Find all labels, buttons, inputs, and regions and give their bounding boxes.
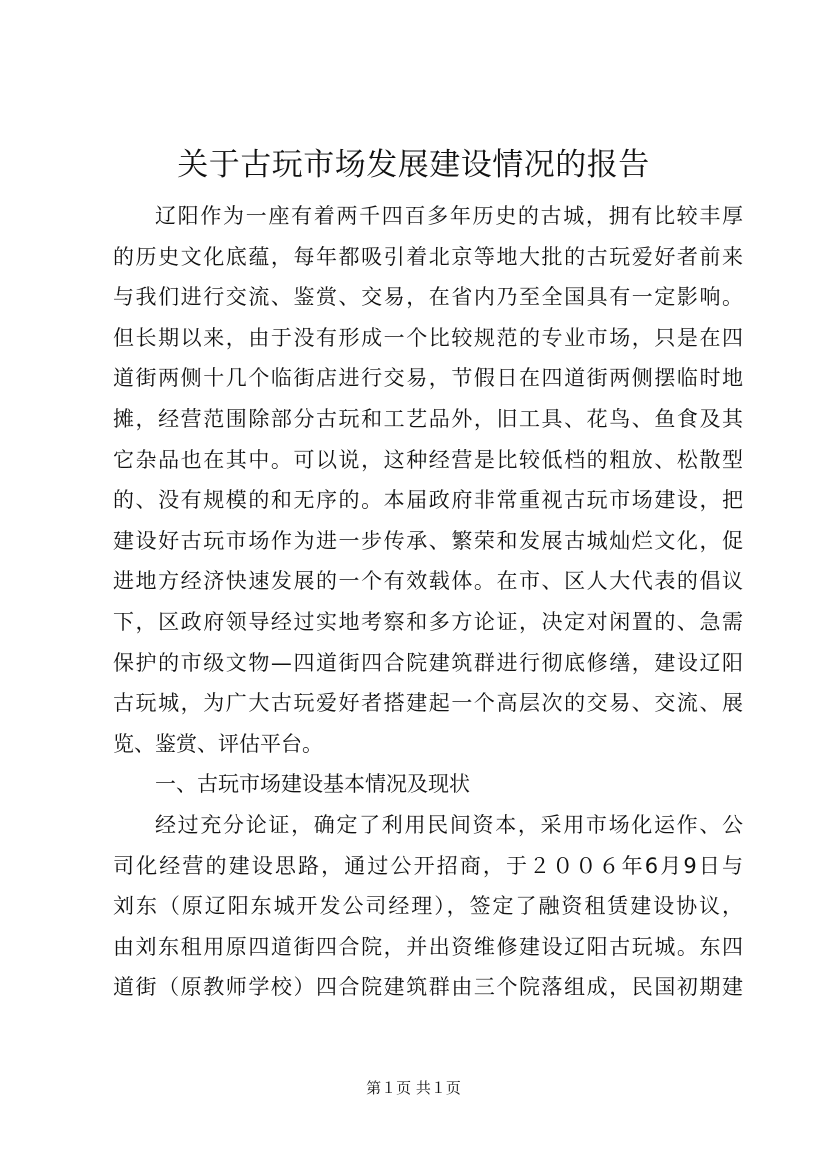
paragraph-line: 道街两侧十几个临街店进行交易，节假日在四道街两侧摆临时地 bbox=[113, 366, 743, 391]
document-title: 关于古玩市场发展建设情况的报告 bbox=[177, 147, 650, 183]
paragraph-line: 刘东（原辽阳东城开发公司经理），签定了融资租赁建设协议， bbox=[113, 894, 743, 919]
paragraph-line: 览、鉴赏、评估平台。 bbox=[113, 731, 323, 756]
paragraph-line: 的历史文化底蕴，每年都吸引着北京等地大批的古玩爱好者前来 bbox=[113, 244, 743, 269]
paragraph-line: 由刘东租用原四道街四合院，并出资维修建设辽阳古玩城。东四 bbox=[113, 934, 743, 959]
paragraph-line: 下，区政府领导经过实地考察和多方论证，决定对闲置的、急需 bbox=[113, 609, 743, 634]
paragraph-line: 辽阳作为一座有着两千四百多年历史的古城，拥有比较丰厚 bbox=[155, 204, 743, 228]
paragraph-line: 道街（原教师学校）四合院建筑群由三个院落组成，民国初期建 bbox=[113, 975, 743, 1000]
paragraph-line: 建设好古玩市场作为进一步传承、繁荣和发展古城灿烂文化，促 bbox=[113, 528, 743, 553]
paragraph-line: 经过充分论证，确定了利用民间资本，采用市场化运作、公 bbox=[155, 812, 743, 837]
paragraph-line: 的、没有规模的和无序的。本届政府非常重视古玩市场建设，把 bbox=[113, 488, 743, 513]
paragraph-line: 保护的市级文物—四道街四合院建筑群进行彻底修缮，建设辽阳 bbox=[113, 650, 743, 675]
paragraph-line: 司化经营的建设思路，通过公开招商，于２００６年6月9日与 bbox=[113, 853, 743, 878]
page-number-footer: 第１页 共１页 bbox=[366, 1079, 461, 1097]
paragraph-line: 古玩城，为广大古玩爱好者搭建起一个高层次的交易、交流、展 bbox=[113, 691, 743, 716]
document-body bbox=[113, 196, 743, 1008]
paragraph-line: 但长期以来，由于没有形成一个比较规范的专业市场，只是在四 bbox=[113, 325, 743, 350]
paragraph-line: 进地方经济快速发展的一个有效载体。在市、区人大代表的倡议 bbox=[113, 569, 743, 594]
paragraph-line: 摊，经营范围除部分古玩和工艺品外，旧工具、花鸟、鱼食及其 bbox=[113, 406, 743, 431]
section-heading: 一、古玩市场建设基本情况及现状 bbox=[155, 772, 470, 797]
paragraph-line: 它杂品也在其中。可以说，这种经营是比较低档的粗放、松散型 bbox=[113, 447, 743, 472]
paragraph-line: 与我们进行交流、鉴赏、交易，在省内乃至全国具有一定影响。 bbox=[113, 285, 743, 310]
